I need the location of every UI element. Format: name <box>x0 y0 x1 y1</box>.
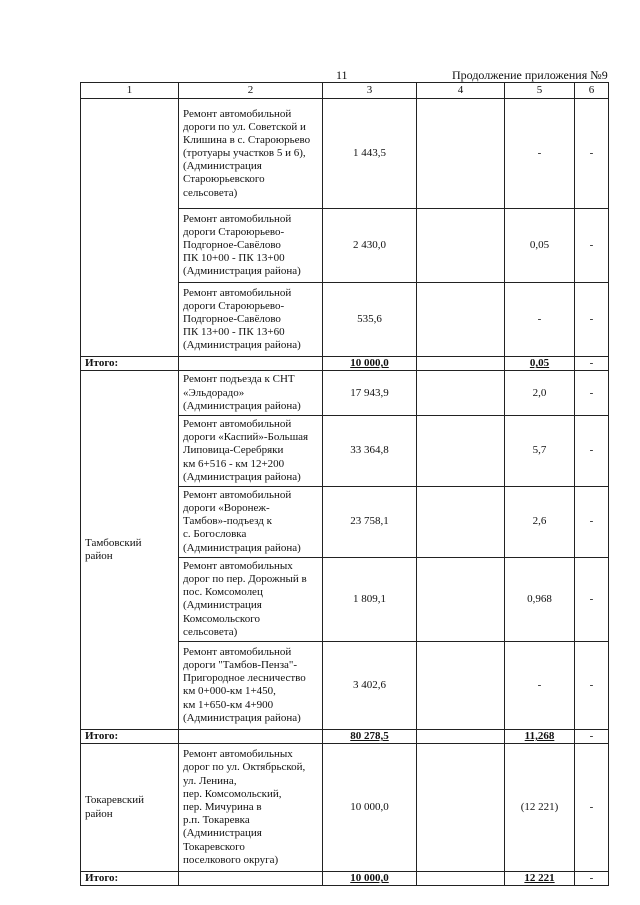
col4-cell <box>417 872 505 886</box>
amount-cell: 2 430,0 <box>323 209 417 283</box>
length-cell: 2,0 <box>505 371 575 416</box>
work-description: Ремонт автомобильной дороги Староюрьево- Подгорное-Савёлово ПК 13+00 - ПК 13+60 (Администрация района) <box>179 283 323 357</box>
length-cell: - <box>505 641 575 729</box>
col4-cell <box>417 283 505 357</box>
work-description <box>179 357 323 371</box>
col4-cell <box>417 99 505 209</box>
col4-cell <box>417 486 505 557</box>
col4-cell <box>417 641 505 729</box>
amount-total: 10 000,0 <box>323 357 417 371</box>
col4-cell <box>417 371 505 416</box>
length-cell: 0,05 <box>505 209 575 283</box>
table-row <box>81 371 609 416</box>
col4-cell <box>417 357 505 371</box>
total-label: Итого: <box>81 872 179 886</box>
work-description: Ремонт автомобильной дороги по ул. Советской и Клишина в с. Староюрьево (тротуары участков 5 и 6), (Администрация Староюрьевского сельсовета) <box>179 99 323 209</box>
length-cell: - <box>505 283 575 357</box>
length-total: 11,268 <box>505 729 575 743</box>
work-description: Ремонт автомобильных дорог по пер. Дорожный в пос. Комсомолец (Администрация Комсомольского сельсовета) <box>179 557 323 641</box>
amount-total: 10 000,0 <box>323 872 417 886</box>
length-cell: 0,968 <box>505 557 575 641</box>
column-header: 3 <box>323 83 417 99</box>
table-row <box>81 99 609 209</box>
col6-cell: - <box>575 486 609 557</box>
col6-cell: - <box>575 872 609 886</box>
work-description: Ремонт автомобильных дорог по ул. Октябрьской, ул. Ленина, пер. Комсомольский, пер. Мичурина в р.п. Токаревка (Администрация Токаревского поселкового округа) <box>179 744 323 872</box>
column-header: 6 <box>575 83 609 99</box>
col6-cell: - <box>575 209 609 283</box>
col6-cell: - <box>575 729 609 743</box>
column-header: 2 <box>179 83 323 99</box>
col4-cell <box>417 415 505 486</box>
length-total: 0,05 <box>505 357 575 371</box>
district-cell: Тамбовский район <box>81 371 179 730</box>
appendix-table <box>80 82 609 886</box>
amount-cell: 3 402,6 <box>323 641 417 729</box>
header-row <box>81 83 609 99</box>
page-number: 11 <box>336 68 348 82</box>
work-description <box>179 872 323 886</box>
length-cell: 5,7 <box>505 415 575 486</box>
work-description <box>179 729 323 743</box>
amount-cell: 1 443,5 <box>323 99 417 209</box>
column-header: 1 <box>81 83 179 99</box>
col6-cell: - <box>575 415 609 486</box>
district-cell: Токаревский район <box>81 744 179 872</box>
amount-cell: 33 364,8 <box>323 415 417 486</box>
col4-cell <box>417 744 505 872</box>
work-description: Ремонт автомобильной дороги "Тамбов-Пенза"- Пригородное лесничество км 0+000-км 1+450, км 1+650-км 4+900 (Администрация района) <box>179 641 323 729</box>
work-description: Ремонт подъезда к СНТ «Эльдорадо» (Администрация района) <box>179 371 323 416</box>
length-cell: - <box>505 99 575 209</box>
work-description: Ремонт автомобильной дороги «Каспий»-Большая Липовица-Серебряки км 6+516 - км 12+200 (Администрация района) <box>179 415 323 486</box>
amount-total: 80 278,5 <box>323 729 417 743</box>
col6-cell: - <box>575 557 609 641</box>
district-cell <box>81 99 179 357</box>
total-label: Итого: <box>81 729 179 743</box>
total-row <box>81 872 609 886</box>
total-row <box>81 729 609 743</box>
col4-cell <box>417 729 505 743</box>
col6-cell: - <box>575 283 609 357</box>
amount-cell: 535,6 <box>323 283 417 357</box>
col6-cell: - <box>575 371 609 416</box>
col6-cell: - <box>575 744 609 872</box>
length-cell: (12 221) <box>505 744 575 872</box>
col4-cell <box>417 209 505 283</box>
work-description: Ремонт автомобильной дороги Староюрьево- Подгорное-Савёлово ПК 10+00 - ПК 13+00 (Администрация района) <box>179 209 323 283</box>
amount-cell: 17 943,9 <box>323 371 417 416</box>
col6-cell: - <box>575 641 609 729</box>
total-label: Итого: <box>81 357 179 371</box>
col4-cell <box>417 557 505 641</box>
length-cell: 2,6 <box>505 486 575 557</box>
table-row <box>81 744 609 872</box>
col6-cell: - <box>575 99 609 209</box>
amount-cell: 10 000,0 <box>323 744 417 872</box>
column-header: 4 <box>417 83 505 99</box>
amount-cell: 1 809,1 <box>323 557 417 641</box>
continuation-note: Продолжение приложения №9 <box>452 68 608 82</box>
amount-cell: 23 758,1 <box>323 486 417 557</box>
work-description: Ремонт автомобильной дороги «Воронеж- Тамбов»-подъезд к с. Богословка (Администрация района) <box>179 486 323 557</box>
col6-cell: - <box>575 357 609 371</box>
total-row <box>81 357 609 371</box>
length-total: 12 221 <box>505 872 575 886</box>
column-header: 5 <box>505 83 575 99</box>
